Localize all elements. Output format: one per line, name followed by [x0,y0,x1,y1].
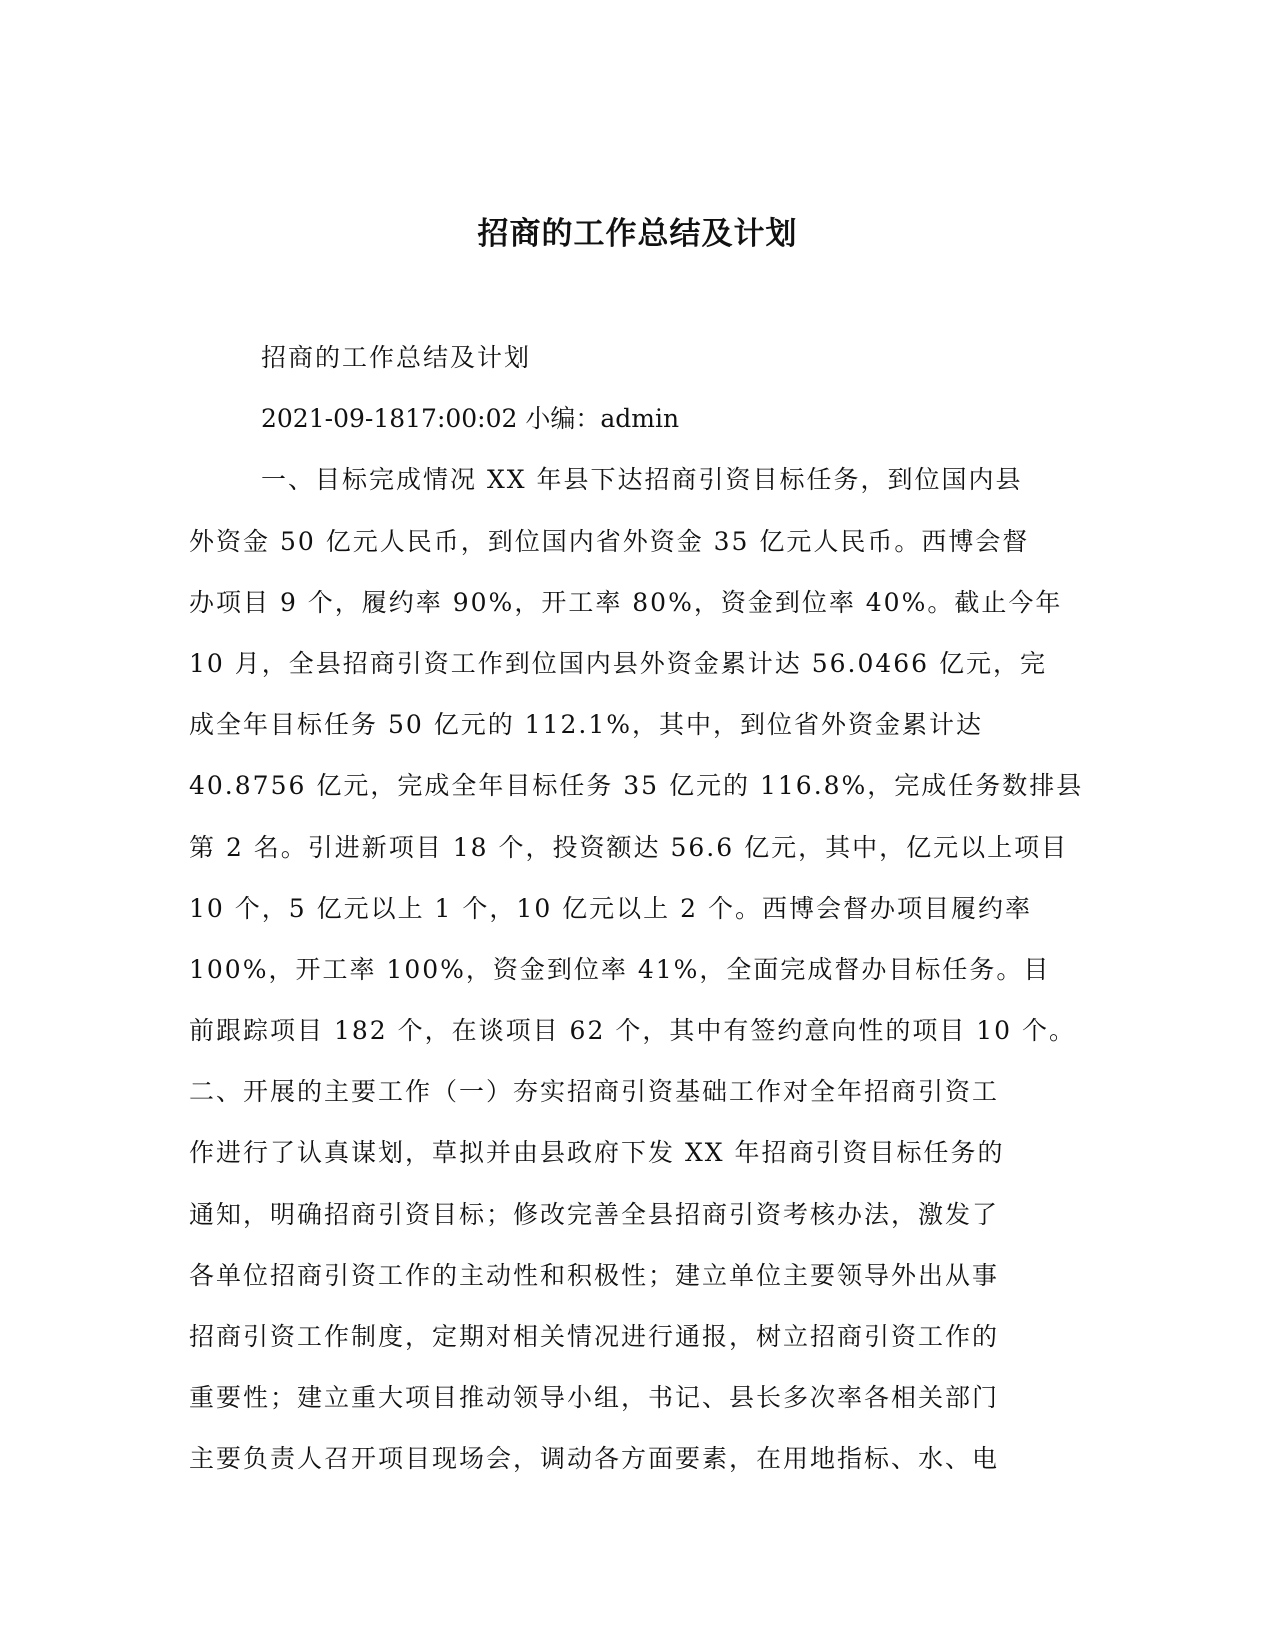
document-title: 招商的工作总结及计划 [477,216,798,252]
paragraph-line: 10 月，全县招商引资工作到位国内县外资金累计达 56.0466 亿元，完 [189,648,1048,678]
paragraph-line: 作进行了认真谋划，草拟并由县政府下发 XX 年招商引资目标任务的 [189,1138,1005,1168]
paragraph-line: 第 2 名。引进新项目 18 个，投资额达 56.6 亿元，其中，亿元以上项目 [189,832,1069,862]
paragraph-line: 重要性；建立重大项目推动领导小组，书记、县长多次率各相关部门 [189,1383,1000,1413]
paragraph-line: 外资金 50 亿元人民币，到位国内省外资金 35 亿元人民币。西博会督 [189,526,1030,556]
paragraph-line: 各单位招商引资工作的主动性和积极性；建立单位主要领导外出从事 [189,1260,1000,1290]
paragraph-line: 二、开展的主要工作（一）夯实招商引资基础工作对全年招商引资工 [189,1077,1000,1107]
paragraph-line: 一、目标完成情况 XX 年县下达招商引资目标任务，到位国内县 [261,465,1023,495]
paragraph-line: 40.8756 亿元，完成全年目标任务 35 亿元的 116.8%，完成任务数排县 [189,771,1084,801]
paragraph-line: 办项目 9 个，履约率 90%，开工率 80%，资金到位率 40%。截止今年 [189,587,1063,617]
paragraph-line: 主要负责人召开项目现场会，调动各方面要素，在用地指标、水、电 [189,1444,1000,1474]
article-meta-line: 2021-09-1817:00:02 小编：admin [261,404,680,434]
paragraph-line: 10 个，5 亿元以上 1 个，10 亿元以上 2 个。西博会督办项目履约率 [189,893,1032,923]
document-body [189,327,1084,1490]
paragraph-line: 100%，开工率 100%，资金到位率 41%，全面完成督办目标任务。目 [189,954,1051,984]
paragraph-line: 通知，明确招商引资目标；修改完善全县招商引资考核办法，激发了 [189,1199,1000,1229]
paragraph-line: 成全年目标任务 50 亿元的 112.1%，其中，到位省外资金累计达 [189,710,983,740]
paragraph-line: 前跟踪项目 182 个，在谈项目 62 个，其中有签约意向性的项目 10 个。 [189,1016,1077,1046]
article-subtitle: 招商的工作总结及计划 [261,343,532,372]
paragraph-line: 招商引资工作制度，定期对相关情况进行通报，树立招商引资工作的 [189,1322,1000,1351]
